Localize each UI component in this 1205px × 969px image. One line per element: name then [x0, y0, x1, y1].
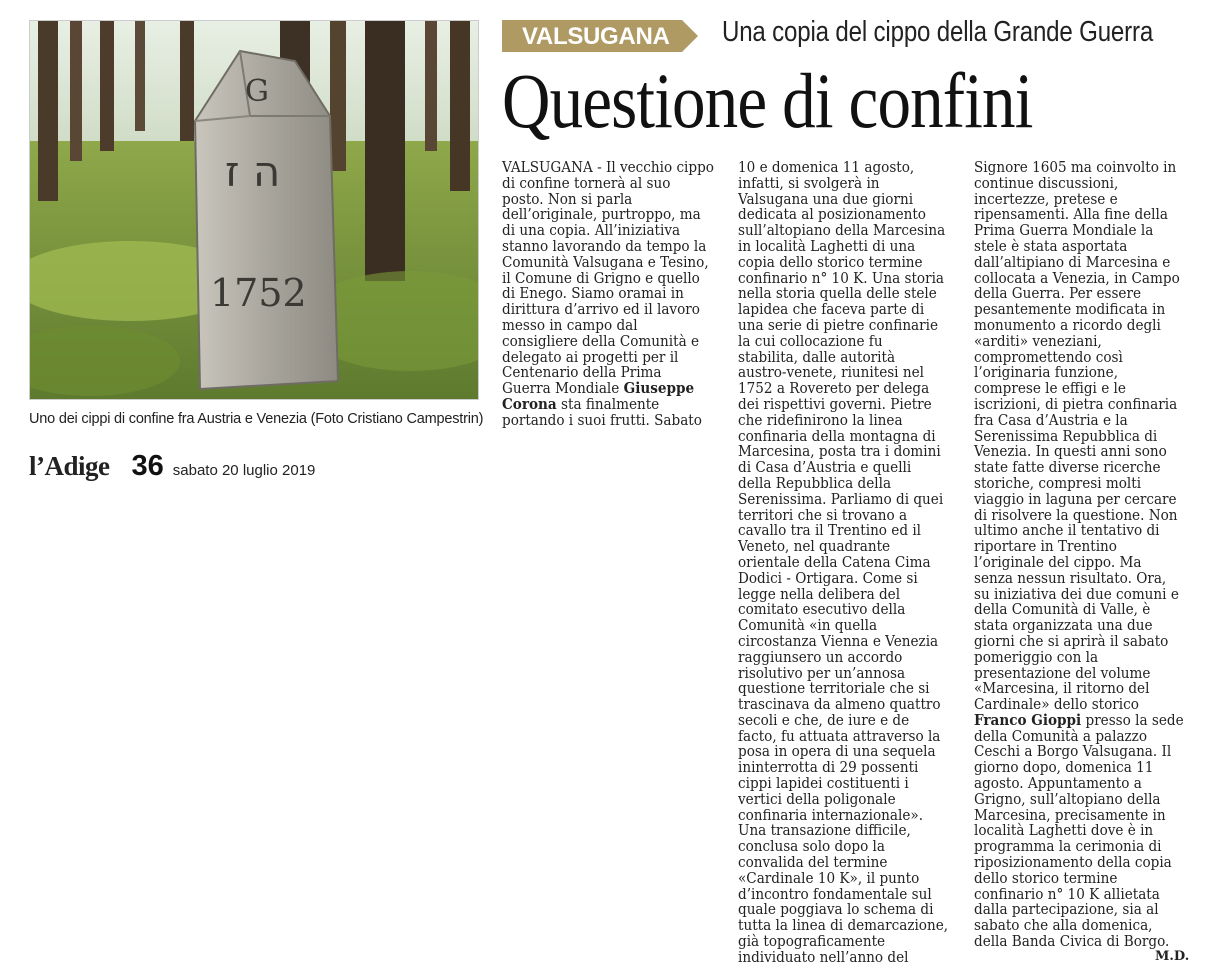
- text-line: iscrizioni, di pietra confinaria: [974, 395, 1178, 413]
- text-line: della Guerra. Per essere: [974, 285, 1141, 303]
- text-line: Una transazione difficile,: [738, 822, 911, 840]
- text-line: di una copia. All’iniziativa: [502, 222, 681, 240]
- text-line: orientale della Catena Cima: [738, 553, 931, 571]
- text-line: località Laghetti dove è in: [974, 822, 1154, 840]
- text-line: state fatte diverse ricerche: [974, 459, 1161, 477]
- text-line: senza nessun risultato. Ora,: [974, 569, 1167, 587]
- text-line: convalida del termine: [738, 854, 888, 872]
- text-line: continue discussioni,: [974, 174, 1119, 192]
- kicker-label: VALSUGANA: [522, 23, 670, 50]
- text-line: posto. Non si parla: [502, 190, 633, 208]
- text-line: stanno lavorando da tempo la: [502, 237, 707, 255]
- author-signature: M.D.: [1155, 949, 1190, 964]
- text-line: l’originale del cippo. Ma: [974, 553, 1142, 571]
- text-line: della Banda Civica di Borgo.: [974, 933, 1170, 951]
- text-line: Venezia. In questi anni sono: [974, 443, 1167, 461]
- text-line: sull’altopiano della Marcesina: [738, 222, 946, 240]
- page-footer: [29, 450, 315, 483]
- text-line: compromettendo così: [974, 348, 1123, 366]
- boundary-stone-photo: [29, 20, 479, 400]
- text-line: cavallo tra il Trentino ed il: [738, 522, 922, 540]
- text-line: lapidea che faceva parte di: [738, 301, 925, 319]
- text-line: di confine tornerà al suo: [502, 174, 671, 192]
- stone-year: 1752: [210, 271, 307, 315]
- text-line: delegato ai progetti per il: [502, 348, 679, 366]
- text-line: 1752 a Rovereto per delega: [738, 380, 930, 398]
- text-line: VALSUGANA - Il vecchio cippo: [502, 159, 714, 176]
- text-line: secoli e che, de iure e de: [738, 711, 910, 729]
- text-line: presentazione del volume: [974, 664, 1151, 682]
- text-line: cippi lapidei costituenti i: [738, 775, 909, 793]
- text-line: il Comune di Grigno e quello: [502, 269, 700, 287]
- article-column-2: [738, 160, 947, 966]
- page-number: 36: [131, 450, 164, 482]
- text-line: di Enego. Siamo oramai in: [502, 285, 684, 303]
- text-line: infatti, si svolgerà in: [738, 174, 880, 192]
- text-line: Serenissima Repubblica di: [974, 427, 1158, 445]
- text-line: confinario n° 10 K. Una storia: [738, 269, 945, 287]
- text-line: stabilita, dalle autorità: [738, 348, 896, 366]
- text-line: dirittura d’arrivo ed il lavoro: [502, 301, 700, 319]
- issue-date: sabato 20 luglio 2019: [172, 462, 316, 479]
- text-line: Veneto, nel quadrante: [738, 538, 891, 556]
- newspaper-name: l’Adige: [29, 451, 110, 481]
- text-line: Comunità «in quella: [738, 617, 878, 635]
- text-line: messo in campo dal: [502, 316, 638, 334]
- text-line: già topograficamente: [738, 933, 886, 951]
- text-line: austro-venete, riunitesi nel: [738, 364, 924, 382]
- text-line: «Marcesina, il ritorno del: [974, 680, 1150, 698]
- text-line: Cardinale» dello storico: [974, 696, 1139, 714]
- text-line: comprese le effigi e le: [974, 380, 1126, 398]
- text-line: incertezze, pretese e: [974, 190, 1118, 208]
- text-line: stata organizzata una due: [974, 617, 1153, 635]
- text-line: legge nella delibera del: [738, 585, 901, 603]
- text-line: una serie di pietre confinarie: [738, 316, 939, 334]
- text-line: circostanza Vienna e Venezia: [738, 632, 939, 650]
- text-line: Serenissima. Parliamo di quei: [738, 490, 944, 508]
- text-line: che ridefinirono la linea: [738, 411, 903, 429]
- text-line: trascinava da almeno quattro: [738, 696, 941, 714]
- text-line: Corona sta finalmente: [502, 395, 660, 413]
- article-column-1: [502, 159, 714, 429]
- text-line: copia dello storico termine: [738, 253, 923, 271]
- text-line: questione territoriale che si: [738, 680, 930, 698]
- text-line: confinaria della montagna di: [738, 427, 936, 445]
- text-line: in località Laghetti di una: [738, 237, 916, 255]
- text-line: storiche, compresi molti: [974, 474, 1142, 492]
- text-line: giorno dopo, domenica 11: [974, 759, 1154, 777]
- text-line: viaggio in laguna per cercare: [974, 490, 1177, 508]
- text-line: stele è stata asportata: [974, 237, 1128, 255]
- text-line: consigliere della Comunità e: [502, 332, 700, 350]
- text-line: Marcesina, posta tra i domini: [738, 443, 941, 461]
- stone-hebrew-letters: ה ז: [225, 147, 281, 196]
- text-line: dedicata al posizionamento: [738, 206, 926, 224]
- text-line: Guerra Mondiale Giuseppe: [502, 380, 695, 398]
- text-line: Signore 1605 ma coinvolto in: [974, 159, 1177, 176]
- text-line: Marcesina, precisamente in: [974, 806, 1166, 824]
- article-subtitle: Una copia del cippo della Grande Guerra: [722, 16, 1154, 48]
- text-line: collocata a Venezia, in Campo: [974, 269, 1180, 287]
- text-line: dei rispettivi governi. Pietre: [738, 395, 932, 413]
- text-line: giorni che si aprirà il sabato: [974, 632, 1169, 650]
- text-line: su iniziativa dei due comuni e: [974, 585, 1179, 603]
- text-line: confinario n° 10 K allietata: [974, 885, 1160, 903]
- article-headline: Questione di confini: [502, 57, 1033, 144]
- text-line: sabato che alla domenica,: [974, 917, 1153, 935]
- text-line: di Casa d’Austria e quelli: [738, 459, 912, 477]
- text-line: pesantemente modificata in: [974, 301, 1166, 319]
- text-line: Valsugana una due giorni: [738, 190, 914, 208]
- text-line: Comunità Valsugana e Tesino,: [502, 253, 709, 271]
- text-line: territori che si trovano a: [738, 506, 908, 524]
- text-line: risolutivo per un’annosa: [738, 664, 906, 682]
- text-line: 10 e domenica 11 agosto,: [738, 159, 915, 176]
- text-line: posa in opera di una sequela: [738, 743, 936, 761]
- text-line: riposizionamento della copia: [974, 854, 1172, 872]
- text-line: «arditi» veneziani,: [974, 332, 1102, 350]
- photo-caption: Uno dei cippi di confine fra Austria e Venezia (Foto Cristiano Campestrin): [29, 411, 484, 427]
- text-line: Franco Gioppi presso la sede: [974, 711, 1184, 729]
- text-line: portando i suoi frutti. Sabato: [502, 411, 702, 429]
- text-line: fra Casa d’Austria e la: [974, 411, 1128, 429]
- text-line: dello storico termine: [974, 869, 1118, 887]
- text-line: programma la cerimonia di: [974, 838, 1162, 856]
- text-line: dall’altipiano di Marcesina e: [974, 253, 1171, 271]
- text-line: nella storia quella delle stele: [738, 285, 937, 303]
- text-line: comitato esecutivo della: [738, 601, 906, 619]
- text-line: della Repubblica della: [738, 474, 892, 492]
- text-line: di risolvere la questione. Non: [974, 506, 1178, 524]
- text-line: facto, fu attuata attraverso la: [738, 727, 941, 745]
- text-line: Ceschi a Borgo Valsugana. Il: [974, 743, 1172, 761]
- text-line: ultimo anche il tentativo di: [974, 522, 1160, 540]
- section-kicker: [502, 20, 698, 52]
- forest-scene: [30, 21, 478, 399]
- text-line: ininterrotta di 29 possenti: [738, 759, 919, 777]
- text-line: riportare in Trentino: [974, 538, 1117, 556]
- text-line: l’originaria funzione,: [974, 364, 1119, 382]
- text-line: vertici della poligonale: [738, 790, 896, 808]
- text-line: d’incontro fondamentale sul: [738, 885, 932, 903]
- text-line: raggiunsero un accordo: [738, 648, 903, 666]
- article-column-3: [974, 160, 1183, 950]
- text-line: agosto. Appuntamento a: [974, 775, 1142, 793]
- text-line: conclusa solo dopo la: [738, 838, 885, 856]
- text-line: della Comunità a palazzo: [974, 727, 1148, 745]
- text-line: tutta la linea di demarcazione,: [738, 917, 949, 935]
- stone-letter: G: [245, 74, 269, 109]
- text-line: dalla partecipazione, sia al: [974, 901, 1159, 919]
- text-line: Dodici - Ortigara. Come si: [738, 569, 918, 587]
- text-line: confinaria internazionale».: [738, 806, 924, 824]
- text-line: ripensamenti. Alla fine della: [974, 206, 1168, 224]
- text-line: monumento a ricordo degli: [974, 316, 1161, 334]
- text-line: la cui collocazione fu: [738, 332, 883, 350]
- text-line: Prima Guerra Mondiale la: [974, 222, 1154, 240]
- text-line: dell’originale, purtroppo, ma: [502, 206, 701, 224]
- text-line: Centenario della Prima: [502, 364, 662, 382]
- text-line: individuato nell’anno del: [738, 948, 909, 966]
- text-line: pomeriggio con la: [974, 648, 1099, 666]
- text-line: della Comunità di Valle, è: [974, 601, 1151, 619]
- text-line: Grigno, sull’altopiano della: [974, 790, 1161, 808]
- text-line: «Cardinale 10 K», il punto: [738, 869, 920, 887]
- text-line: quale poggiava lo schema di: [738, 901, 934, 919]
